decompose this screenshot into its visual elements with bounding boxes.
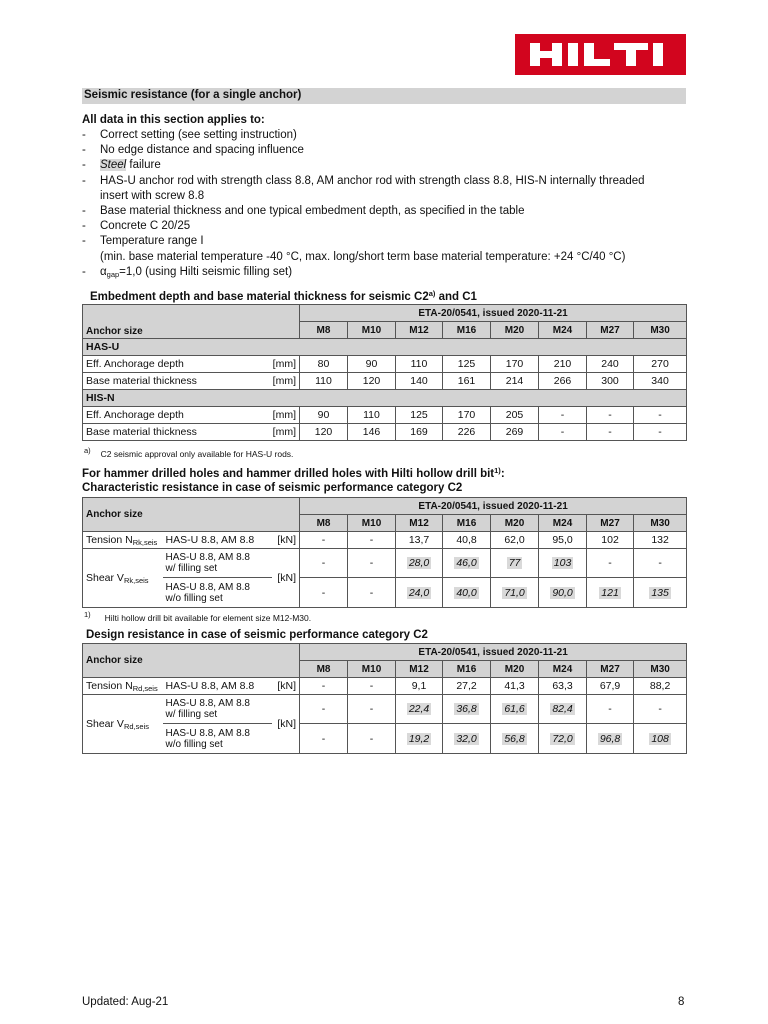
steel-highlight: Steel [100,159,127,172]
table1-heading: Embedment depth and base material thickness for seismic C2$^{a)}$ and C1 [90,289,477,303]
table-row: Eff. Anchorage depth [mm] 90 110 125 170 205 - - - [83,407,687,424]
size-header-row: M8 M10 M12 M16 M20 M24 M27 M30 [83,661,687,678]
size-header-row: M8 M10 M12 M16 M20 M24 M27 M30 [83,515,687,532]
eta-header: ETA-20/0541, issued 2020-11-21 [300,305,687,322]
characteristic-resistance-table [82,497,687,608]
shear-w-row: Shear $V_{Rd,seis}$ HAS-U 8.8, AM 8.8 w/ filling set [kN] - - 22,4 36,8 61,6 82,4 - - [83,695,687,724]
list-item: - Correct setting (see setting instruction) [82,129,297,141]
table2-heading-1: For hammer drilled holes and hammer drilled holes with Hilti hollow drill bit$^{1)}$: [82,466,505,480]
shear-wo-row: HAS-U 8.8, AM 8.8 w/o filling set - - 19,2 32,0 56,8 72,0 96,8 108 [83,724,687,754]
anchor-size-header: Anchor size [83,644,300,678]
eta-header: ETA-20/0541, issued 2020-11-21 [300,644,687,661]
intro-title: All data in this section applies to: [82,114,265,126]
shear-wo-row: HAS-U 8.8, AM 8.8 w/o filling set - - 24,0 40,0 71,0 90,0 121 135 [83,578,687,608]
applies-to-list [82,128,682,282]
list-item: - No edge distance and spacing influence [82,144,304,157]
shear-w-row: Shear $V_{Rk,seis}$ HAS-U 8.8, AM 8.8 w/ filling set [kN] - - 28,0 46,0 77 103 - - [83,549,687,578]
group-row-has-u: HAS-U [83,339,687,356]
tension-row: Tension $N_{Rd,seis}$ HAS-U 8.8, AM 8.8 [kN] - - 9,1 27,2 41,3 63,3 67,9 88,2 [83,678,687,695]
tension-row: Tension $N_{Rk,seis}$ HAS-U 8.8, AM 8.8 [kN] - - 13,7 40,8 62,0 95,0 102 132 [83,532,687,549]
anchor-size-header: Anchor size [83,498,300,532]
group-row-his-n: HIS-N [83,390,687,407]
design-resistance-table [82,643,687,754]
list-item: - Base material thickness and one typical embedment depth, as specified in the table [82,205,525,218]
page-number: 8 [678,996,685,1008]
footer-updated: Updated: Aug-21 [82,996,169,1008]
list-item: - Temperature range I (min. base material temperature -40 °C, max. long/short term base material temperature: +24 °C/40 °C) [82,235,626,263]
table2-footnote: 1) Hilti hollow drill bit available for element size M12-M30. [84,610,312,623]
list-item: - $\alpha_{gap}=1,0$ (using Hilti seismic filling set) [82,265,293,279]
embedment-depth-table [82,304,687,441]
section-title: Seismic resistance (for a single anchor) [84,89,302,101]
table-row: Eff. Anchorage depth [mm] 80 90 110 125 170 210 240 270 [83,356,687,373]
list-item: - Concrete C 20/25 [82,220,191,233]
size-header-row: M8 M10 M12 M16 M20 M24 M27 M30 [83,322,687,339]
table1-footnote: a) C2 seismic approval only available for HAS-U rods. [84,446,294,459]
anchor-size-header: Anchor size [83,305,300,339]
table-row: Base material thickness [mm] 110 120 140 161 214 266 300 340 [83,373,687,390]
table2-heading-2: Characteristic resistance in case of seismic performance category C2 [82,482,463,494]
table3-heading: Design resistance in case of seismic performance category C2 [86,629,428,641]
hilti-logo [515,34,686,75]
section-title-bar [82,88,686,104]
table-row: Base material thickness [mm] 120 146 169 226 269 - - - [83,424,687,441]
list-item: - HAS-U anchor rod with strength class 8.8, AM anchor rod with strength class 8.8, HIS-N internally threaded insert with screw 8.8 [82,174,645,202]
eta-header: ETA-20/0541, issued 2020-11-21 [300,498,687,515]
list-item: - Steel failure [82,159,161,172]
